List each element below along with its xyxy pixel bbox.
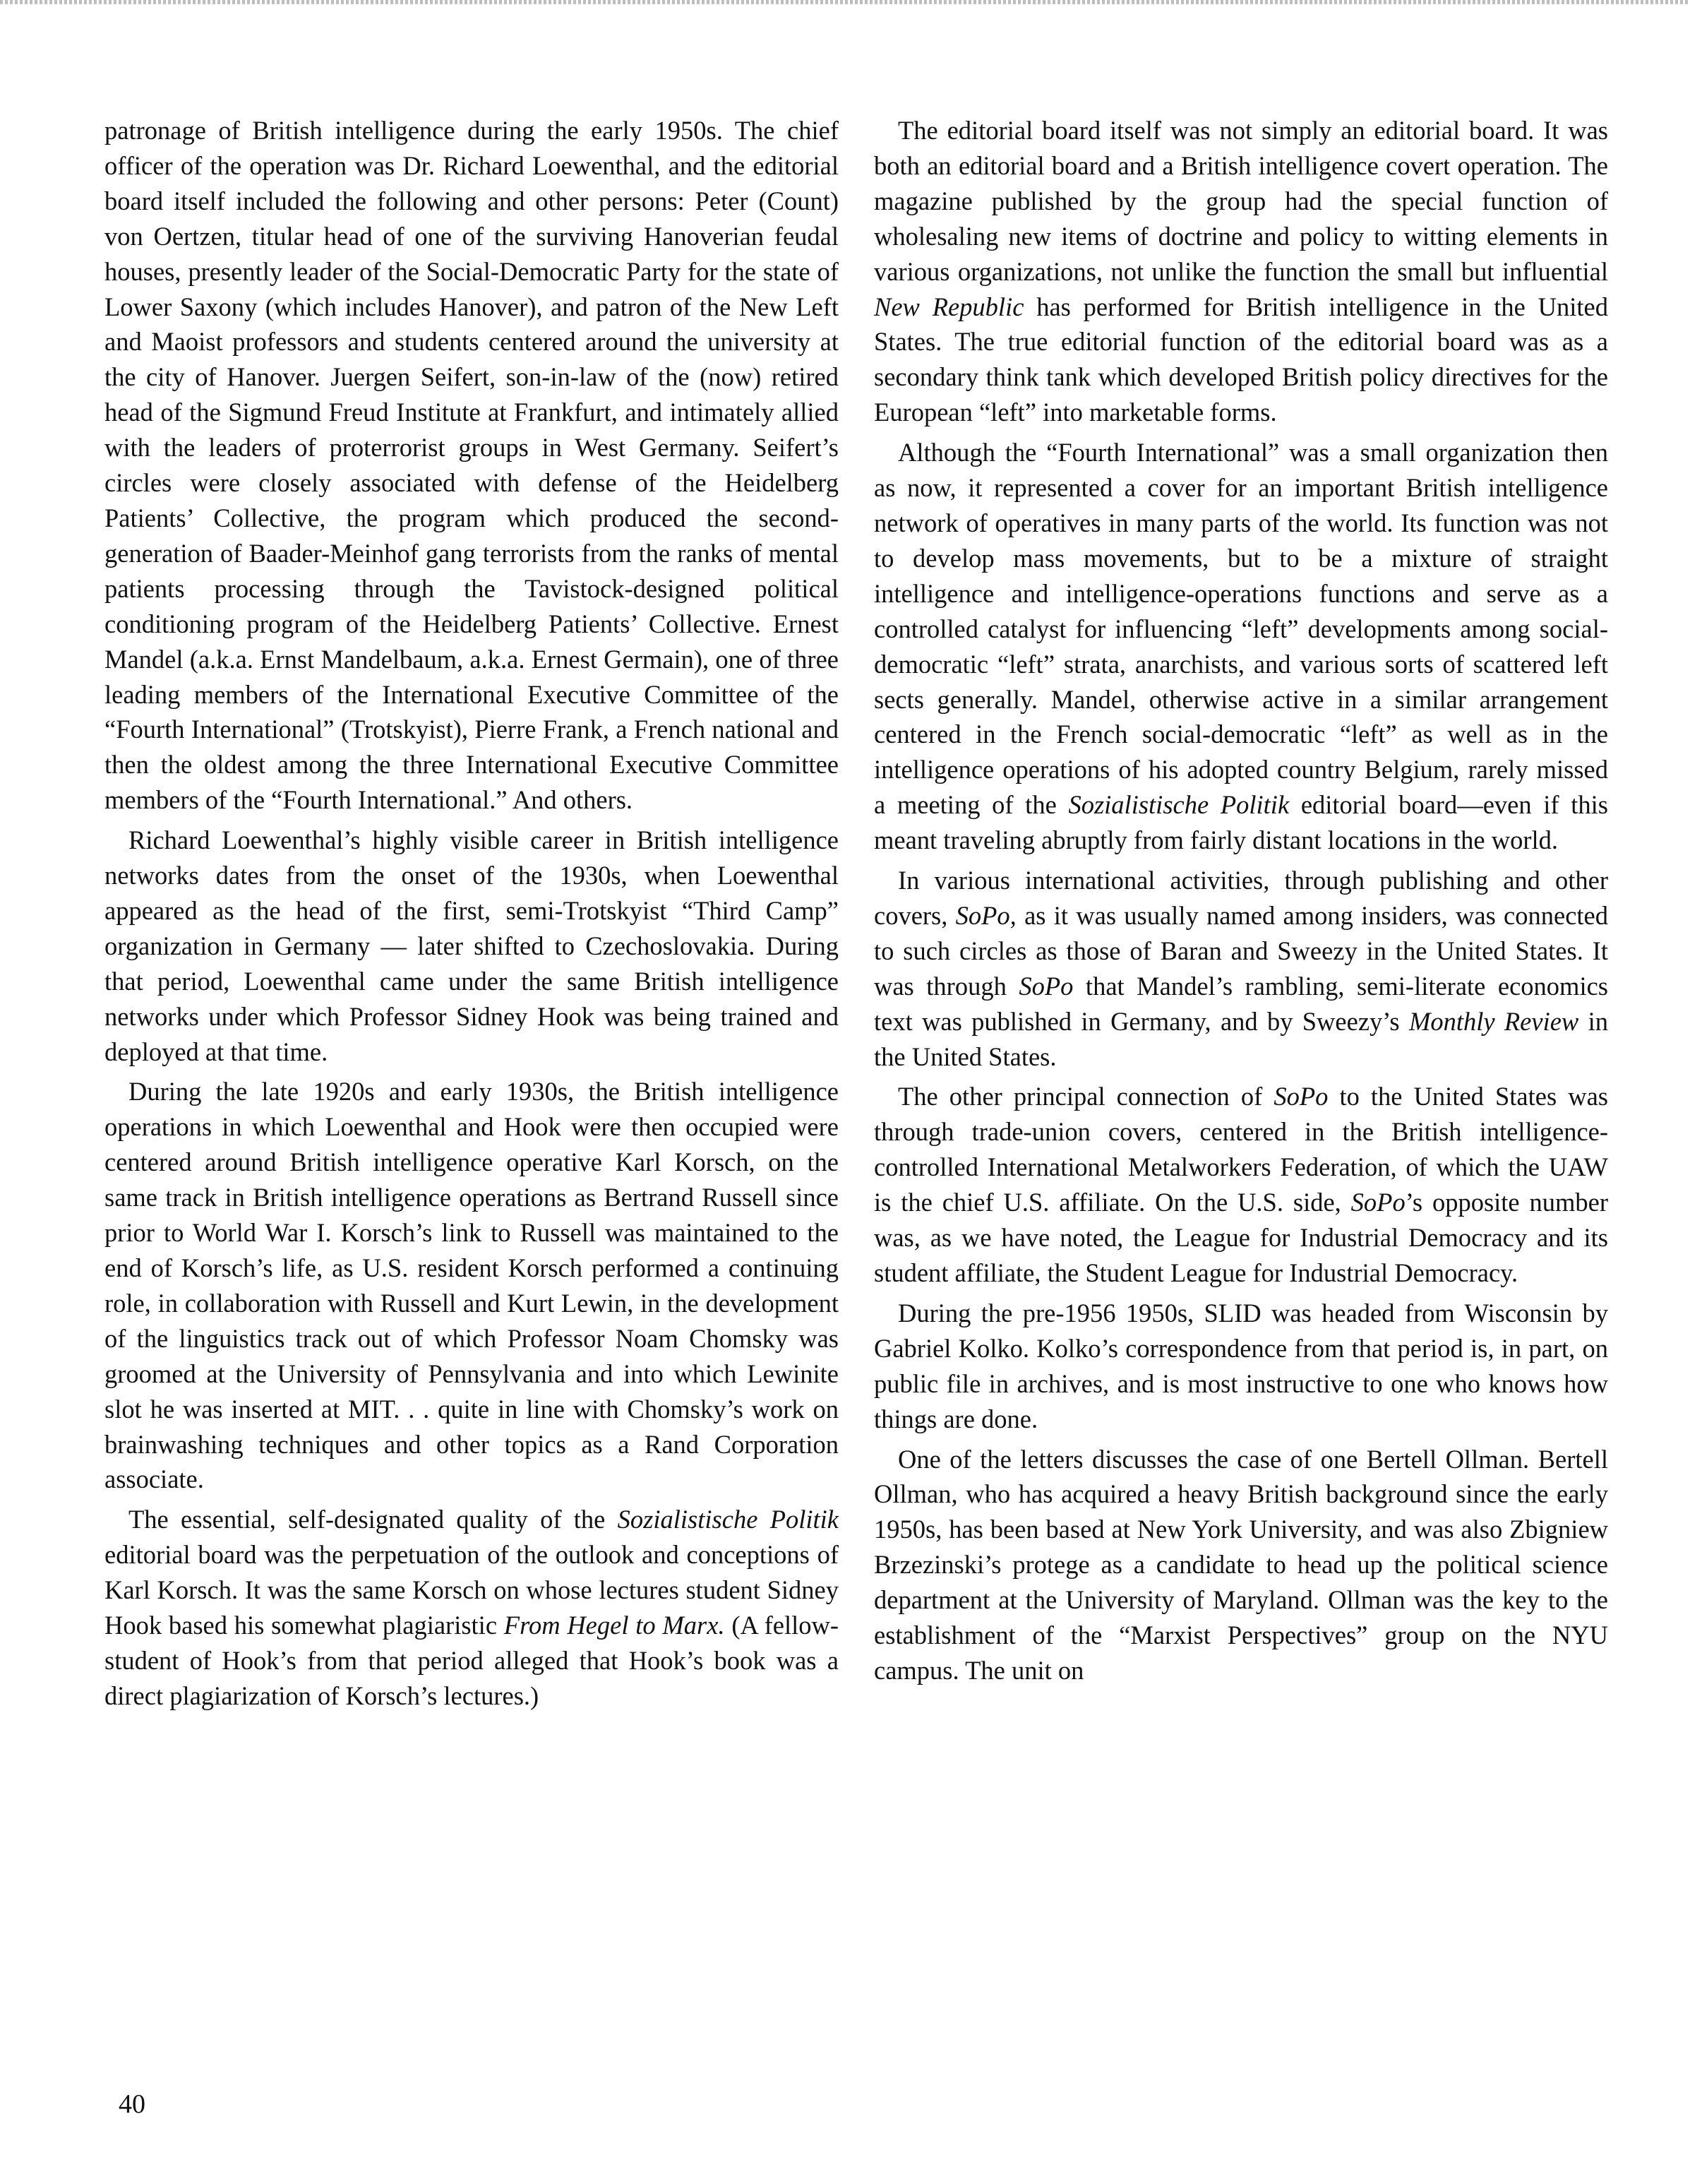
text-run: The essential, self-designated quality of the bbox=[128, 1505, 618, 1534]
text-run: The other principal connection of bbox=[898, 1082, 1274, 1111]
italic-title: New Republic bbox=[874, 292, 1024, 321]
italic-title: Monthly Review bbox=[1408, 1006, 1579, 1036]
text-run: Although the “Fourth International” was a small organization then as now, it represented a cover for an important British intelligence network of operatives in many parts of the world. Its function was not to develop mass movements, but to be a mixture of straight intelligence and intelligence-operations functions and serve as a controlled catalyst for influencing “left” developments among social-democratic “left” strata, anarchists, and various sorts of scattered left sects generally. Mandel, otherwise active in a similar arrangement centered in the French social-democratic “left” as well as in the intelligence operations of his adopted country Belgium, rarely missed a meeting of the bbox=[874, 438, 1608, 820]
left-paragraph-2: Richard Loewenthal’s highly visible career in British intelligence networks dates from the onset of the 1930s, when Loewenthal appeared as the head of the first, semi-Trotskyist “Third Camp” organization in Germany — later shifted to Czechoslovakia. During that period, Loewenthal came under the same British intelligence networks under which Professor Sidney Hook was being trained and deployed at that time. bbox=[104, 825, 839, 1066]
italic-title: SoPo bbox=[1019, 971, 1074, 1001]
text-run: In various international activities, through publishing and other covers, bbox=[874, 866, 1608, 930]
right-paragraph-3 bbox=[874, 863, 1608, 1074]
top-edge-rule bbox=[0, 0, 1690, 4]
right-paragraph-1 bbox=[874, 113, 1608, 430]
right-paragraph-4 bbox=[874, 1079, 1608, 1290]
page-number: 40 bbox=[119, 2089, 145, 2119]
italic-title: SoPo bbox=[1350, 1188, 1406, 1217]
left-column bbox=[104, 113, 839, 1714]
text-run: ’s opposite number was, as we have noted, the League for Industrial Democracy and its student affiliate, the Student League for Industrial Democracy. bbox=[874, 1188, 1609, 1287]
text-run: editorial board was the perpetuation of the outlook and conceptions of Karl Korsch. It was the same Korsch on whose lectures student Sidney Hook based his somewhat plagiaristic bbox=[104, 1540, 839, 1640]
right-paragraph-5: During the pre-1956 1950s, SLID was headed from Wisconsin by Gabriel Kolko. Kolko’s correspondence from that period is, in part, on public file in archives, and is most instructive to one who knows how things are done. bbox=[874, 1298, 1608, 1433]
text-run: that Mandel’s rambling, semi-literate economics text was published in Germany, and by Sweezy’s bbox=[874, 971, 1608, 1036]
text-run: The editorial board itself was not simply an editorial board. It was both an editorial board and a British intelligence covert operation. The magazine published by the group had the special function of wholesaling new items of doctrine and policy to witting elements in various organizations, not unlike the function the small but influential bbox=[874, 116, 1608, 286]
left-paragraph-3: During the late 1920s and early 1930s, the British intelligence operations in which Loewenthal and Hook were then occupied were centered around British intelligence operative Karl Korsch, on the same track in British intelligence operations as Bertrand Russell since prior to World War I. Korsch’s link to Russell was maintained to the end of Korsch’s life, as U.S. resident Korsch performed a continuing role, in collaboration with Russell and Kurt Lewin, in the development of the linguistics track out of which Professor Noam Chomsky was groomed at the University of Pennsylvania and into which Lewinite slot he was inserted at MIT. . . quite in line with Chomsky’s work on brainwashing techniques and other topics as a Rand Corporation associate. bbox=[104, 1077, 839, 1494]
text-run: editorial board—even if this meant traveling abruptly from fairly distant locations in the world. bbox=[874, 790, 1608, 855]
left-paragraph-4 bbox=[104, 1502, 839, 1713]
text-run: as it was usually named among insiders, was connected to such circles as those of Baran and Sweezy in the United States. It was through bbox=[874, 900, 1608, 1001]
italic-title: Sozialistische Politik bbox=[1068, 790, 1290, 820]
right-column bbox=[874, 113, 1608, 1688]
italic-title: Sozialistische Politik bbox=[617, 1505, 839, 1534]
text-run: to the United States was through trade-union covers, centered in the British intelligence-controlled International Metalworkers Federation, of which the UAW is the chief U.S. affiliate. On the U.S. side, bbox=[874, 1082, 1608, 1217]
left-paragraph-1: patronage of British intelligence during the early 1950s. The chief officer of the operation was Dr. Richard Loewenthal, and the editorial board itself included the following and other persons: Peter (Count) von Oertzen, titular head of one of the surviving Hanoverian feudal houses, presently leader of the Social-Democratic Party for the state of Lower Saxony (which includes Hanover), and patron of the New Left and Maoist professors and students centered around the university at the city of Hanover. Juergen Seifert, son-in-law of the (now) retired head of the Sigmund Freud Institute at Frankfurt, and intimately allied with the leaders of proterrorist groups in West Germany. Seifert’s circles were closely associated with defense of the Heidelberg Patients’ Collective, the program which produced the second-generation of Baader-Meinhof gang terrorists from the ranks of mental patients processing through the Tavistock-designed political conditioning program of the Heidelberg Patients’ Collective. Ernest Mandel (a.k.a. Ernst Mandelbaum, a.k.a. Ernest Germain), one of three leading members of the International Executive Committee of the “Fourth International” (Trotskyist), Pierre Frank, a French national and then the oldest among the three International Executive Committee members of the “Fourth International.” And others. bbox=[104, 116, 839, 815]
right-paragraph-2 bbox=[874, 435, 1608, 858]
right-paragraph-6: One of the letters discusses the case of one Bertell Ollman. Bertell Ollman, who has acquired a heavy British background since the early 1950s, has been based at New York University, and was also Zbigniew Brzezinski’s protege as a candidate to head up the political science department at the University of Maryland. Ollman was the key to the establishment of the “Marxist Perspectives” group on the NYU campus. The unit on bbox=[874, 1444, 1608, 1685]
italic-title: SoPo bbox=[1274, 1082, 1329, 1111]
text-run: has performed for British intelligence in the United States. The true editorial function of the editorial board was as a secondary think tank which developed British policy directives for the European “left” into marketable forms. bbox=[874, 292, 1608, 427]
italic-title: From Hegel to Marx. bbox=[503, 1611, 725, 1640]
text-run: in the United States. bbox=[874, 1006, 1608, 1071]
italic-title: SoPo, bbox=[955, 900, 1017, 930]
text-run: (A fellow-student of Hook’s from that period alleged that Hook’s book was a direct plagiarization of Korsch’s lectures.) bbox=[104, 1611, 839, 1710]
